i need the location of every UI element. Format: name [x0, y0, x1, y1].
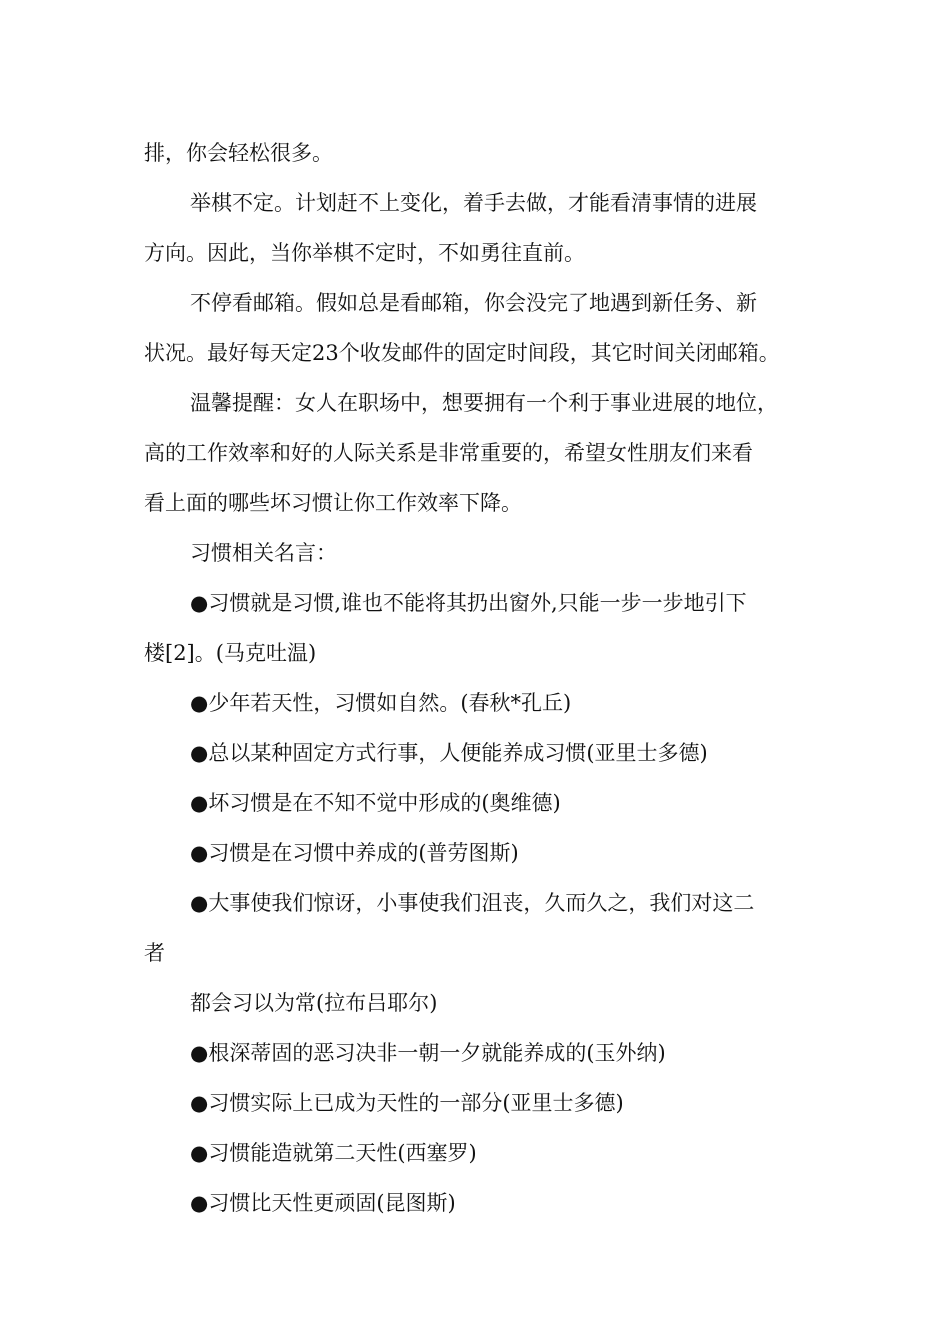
- paragraph-line: ●习惯能造就第二天性(西塞罗): [190, 1141, 477, 1165]
- paragraph-line: ●习惯实际上已成为天性的一部分(亚里士多德): [190, 1091, 624, 1115]
- paragraph-continuation-line: 状况。最好每天定23个收发邮件的固定时间段，其它时间关闭邮箱。: [144, 341, 780, 365]
- paragraph-line: ●习惯就是习惯,谁也不能将其扔出窗外,只能一步一步地引下: [190, 591, 747, 615]
- paragraph-continuation-line: 看上面的哪些坏习惯让你工作效率下降。: [144, 491, 522, 515]
- paragraph-continuation-line: 高的工作效率和好的人际关系是非常重要的，希望女性朋友们来看: [144, 441, 753, 465]
- paragraph-line: 都会习以为常(拉布吕耶尔): [190, 991, 438, 1015]
- paragraph-line: 温馨提醒：女人在职场中，想要拥有一个利于事业进展的地位，: [190, 391, 778, 415]
- paragraph-line: ●总以某种固定方式行事，人便能养成习惯(亚里士多德): [190, 741, 708, 765]
- paragraph-line: ●大事使我们惊讶，小事使我们沮丧，久而久之，我们对这二: [190, 891, 755, 915]
- paragraph-line: 排，你会轻松很多。: [144, 141, 333, 165]
- paragraph-line: ●习惯是在习惯中养成的(普劳图斯): [190, 841, 519, 865]
- paragraph-continuation-line: 者: [144, 941, 165, 965]
- document-body: [144, 128, 814, 1228]
- paragraph-line: 举棋不定。计划赶不上变化，着手去做，才能看清事情的进展: [190, 191, 757, 215]
- paragraph-line: ●少年若天性，习惯如自然。(春秋*孔丘): [190, 691, 572, 715]
- paragraph-line: ●坏习惯是在不知不觉中形成的(奥维德): [190, 791, 561, 815]
- paragraph-continuation-line: 方向。因此，当你举棋不定时，不如勇往直前。: [144, 241, 585, 265]
- paragraph-continuation-line: 楼[2]。(马克吐温): [144, 641, 317, 665]
- paragraph-line: 习惯相关名言：: [190, 541, 337, 565]
- paragraph-line: ●根深蒂固的恶习决非一朝一夕就能养成的(玉外纳): [190, 1041, 666, 1065]
- paragraph-line: 不停看邮箱。假如总是看邮箱，你会没完了地遇到新任务、新: [190, 291, 757, 315]
- paragraph-line: ●习惯比天性更顽固(昆图斯): [190, 1191, 456, 1215]
